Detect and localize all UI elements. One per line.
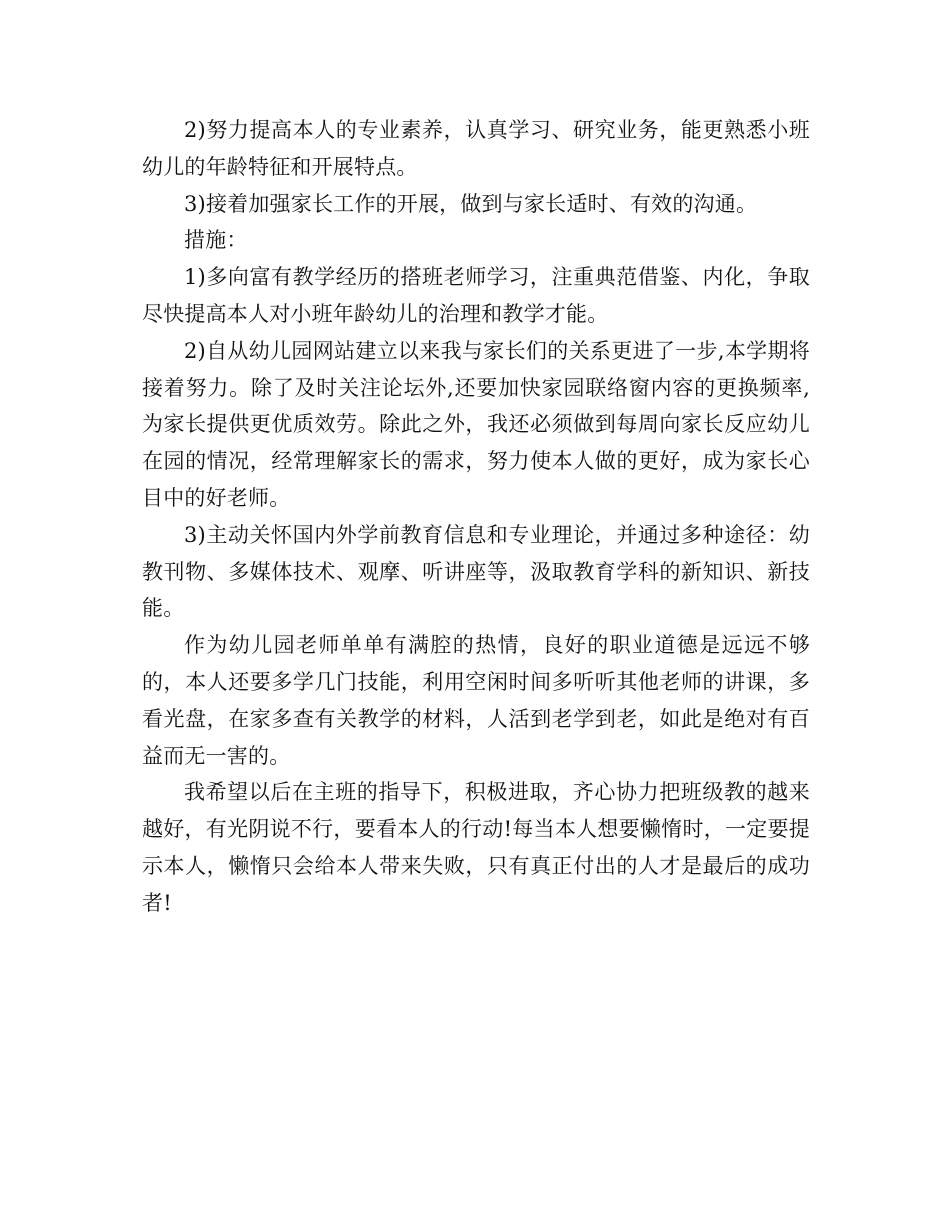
paragraph-closing: 我希望以后在主班的指导下，积极进取，齐心协力把班级教的越来越好，有光阴说不行，要看本人的行动!每当本人想要懒惰时，一定要提示本人，懒惰只会给本人带来失败，只有真正付出的人才是最后的成功者! [142,780,810,915]
paragraph-reflection: 作为幼儿园老师单单有满腔的热情，良好的职业道德是远远不够的，本人还要多学几门技能，利用空闲时间多听听其他老师的讲课，多看光盘，在家多查有关教学的材料，人活到老学到老，如此是绝对有百益而无一害的。 [142,633,810,768]
paragraph-measure-1: 1)多向富有教学经历的搭班老师学习，注重典范借鉴、内化，争取尽快提高本人对小班年龄幼儿的治理和教学才能。 [142,265,810,326]
paragraph-measures-heading: 措施： [184,228,248,253]
paragraph-goal-2: 2)努力提高本人的专业素养，认真学习、研究业务，能更熟悉小班幼儿的年龄特征和开展特点。 [142,118,810,179]
paragraph-goal-3: 3)接着加强家长工作的开展，做到与家长适时、有效的沟通。 [184,191,758,216]
paragraph-measure-2: 2)自从幼儿园网站建立以来我与家长们的关系更进了一步,本学期将接着努力。除了及时关注论坛外,还要加快家园联络窗内容的更换频率,为家长提供更优质效劳。除此之外，我还必须做到每周向家长反应幼儿在园的情况，经常理解家长的需求，努力使本人做的更好，成为家长心目中的好老师。 [142,338,810,510]
paragraph-measure-3: 3)主动关怀国内外学前教育信息和专业理论，并通过多种途径：幼教刊物、多媒体技术、观摩、听讲座等，汲取教育学科的新知识、新技能。 [142,522,810,621]
document-page [142,112,810,922]
